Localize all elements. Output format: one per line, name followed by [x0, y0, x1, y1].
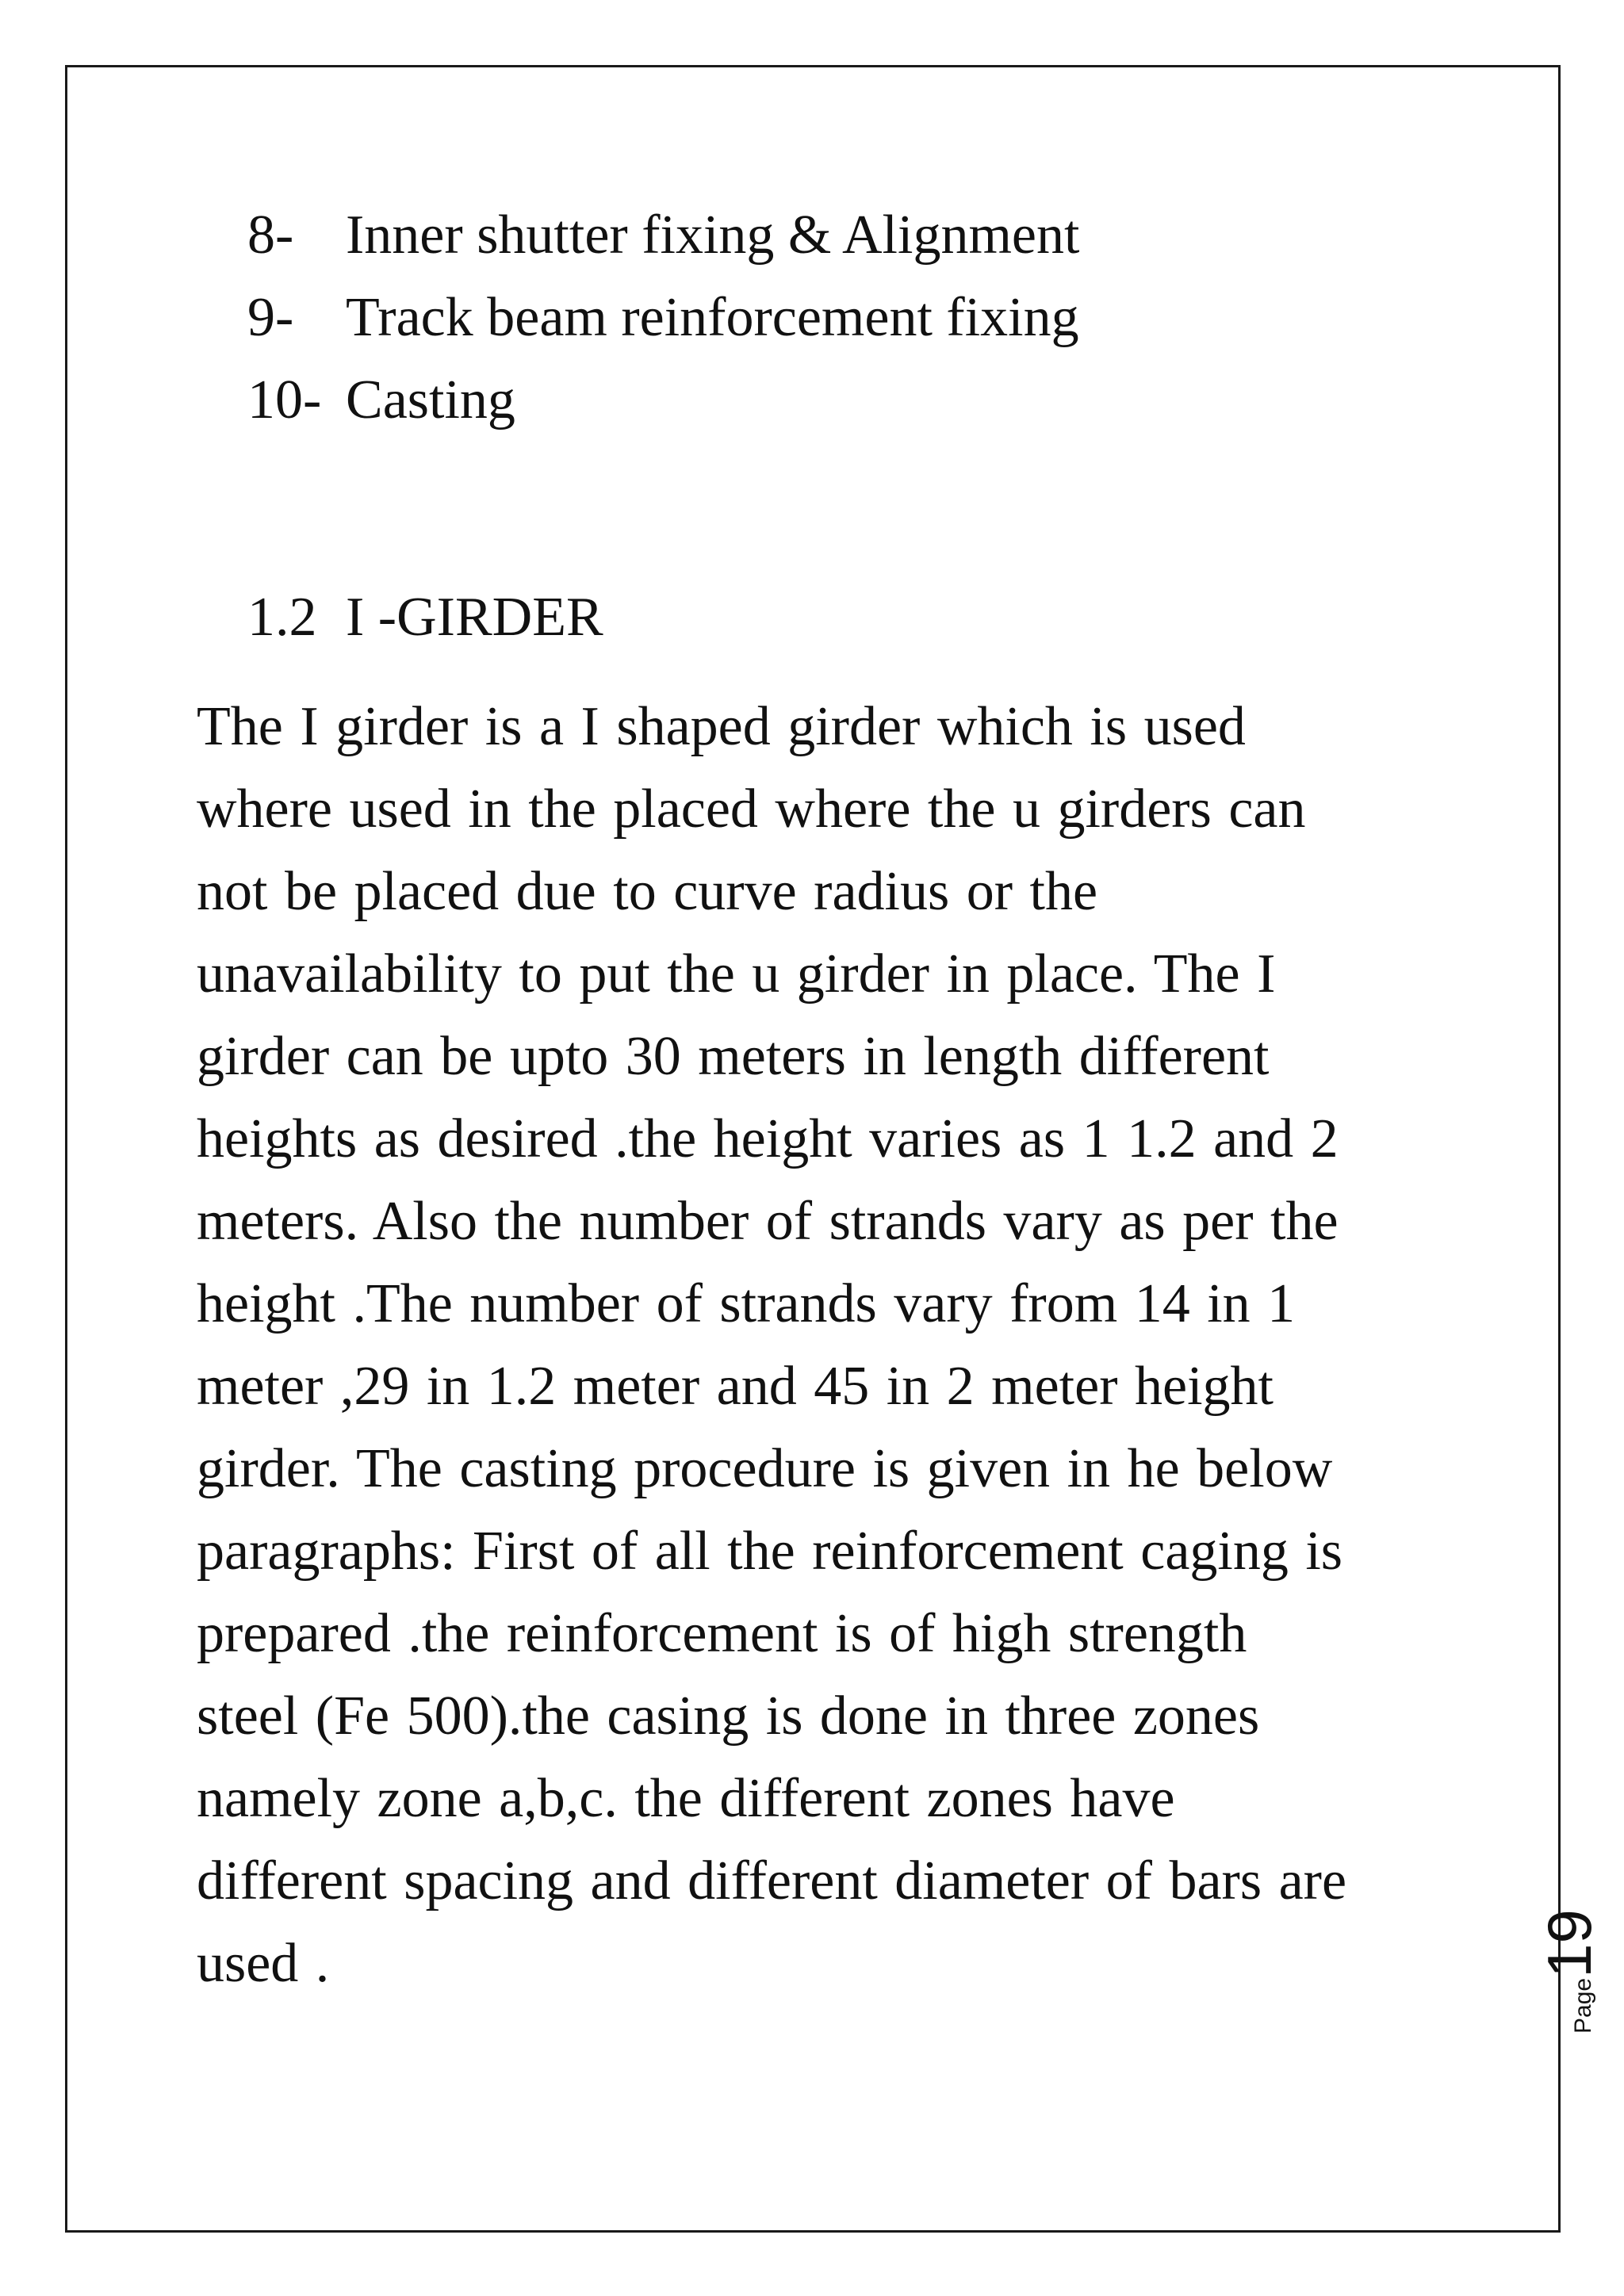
step-item-9 [247, 287, 1079, 348]
step-item-8 [247, 205, 1080, 266]
paragraph-line: girder can be upto 30 meters in length different [197, 1026, 1270, 1087]
section-title: I -GIRDER [346, 587, 603, 648]
step-text: Track beam reinforcement fixing [346, 287, 1079, 348]
paragraph-line: different spacing and different diameter of bars are [197, 1850, 1347, 1911]
paragraph-line: paragraphs: First of all the reinforcement caging is [197, 1521, 1343, 1582]
paragraph-line: not be placed due to curve radius or the [197, 861, 1098, 922]
paragraph-line: heights as desired .the height varies as 1 1.2 and 2 [197, 1108, 1339, 1169]
paragraph-line: used . [197, 1933, 330, 1994]
paragraph-line: where used in the placed where the u girders can [197, 779, 1306, 840]
paragraph-line: girder. The casting procedure is given in he below [197, 1438, 1333, 1499]
step-number: 10- [247, 369, 322, 430]
page-number-value: 19 [1534, 1909, 1604, 1978]
paragraph-line: height .The number of strands vary from 14 in 1 [197, 1273, 1296, 1334]
paragraph-line: prepared .the reinforcement is of high strength [197, 1603, 1247, 1664]
page-number [1534, 1909, 1606, 2034]
paragraph-line: steel (Fe 500).the casing is done in three zones [197, 1686, 1260, 1747]
step-text: Inner shutter fixing & Alignment [346, 205, 1080, 266]
paragraph-line: The I girder is a I shaped girder which is used [197, 696, 1246, 757]
section-number: 1.2 [247, 587, 317, 648]
page-number-label: Page [1570, 1977, 1596, 2034]
section-heading [247, 587, 603, 648]
step-item-10 [247, 369, 515, 430]
paragraph-line: meters. Also the number of strands vary as per the [197, 1191, 1339, 1252]
paragraph-line: meter ,29 in 1.2 meter and 45 in 2 meter height [197, 1356, 1274, 1417]
paragraph-line: unavailability to put the u girder in place. The I [197, 943, 1276, 1004]
step-number: 9- [247, 287, 294, 348]
paragraph-line: namely zone a,b,c. the different zones have [197, 1768, 1175, 1829]
step-text: Casting [346, 369, 515, 430]
step-number: 8- [247, 205, 294, 266]
